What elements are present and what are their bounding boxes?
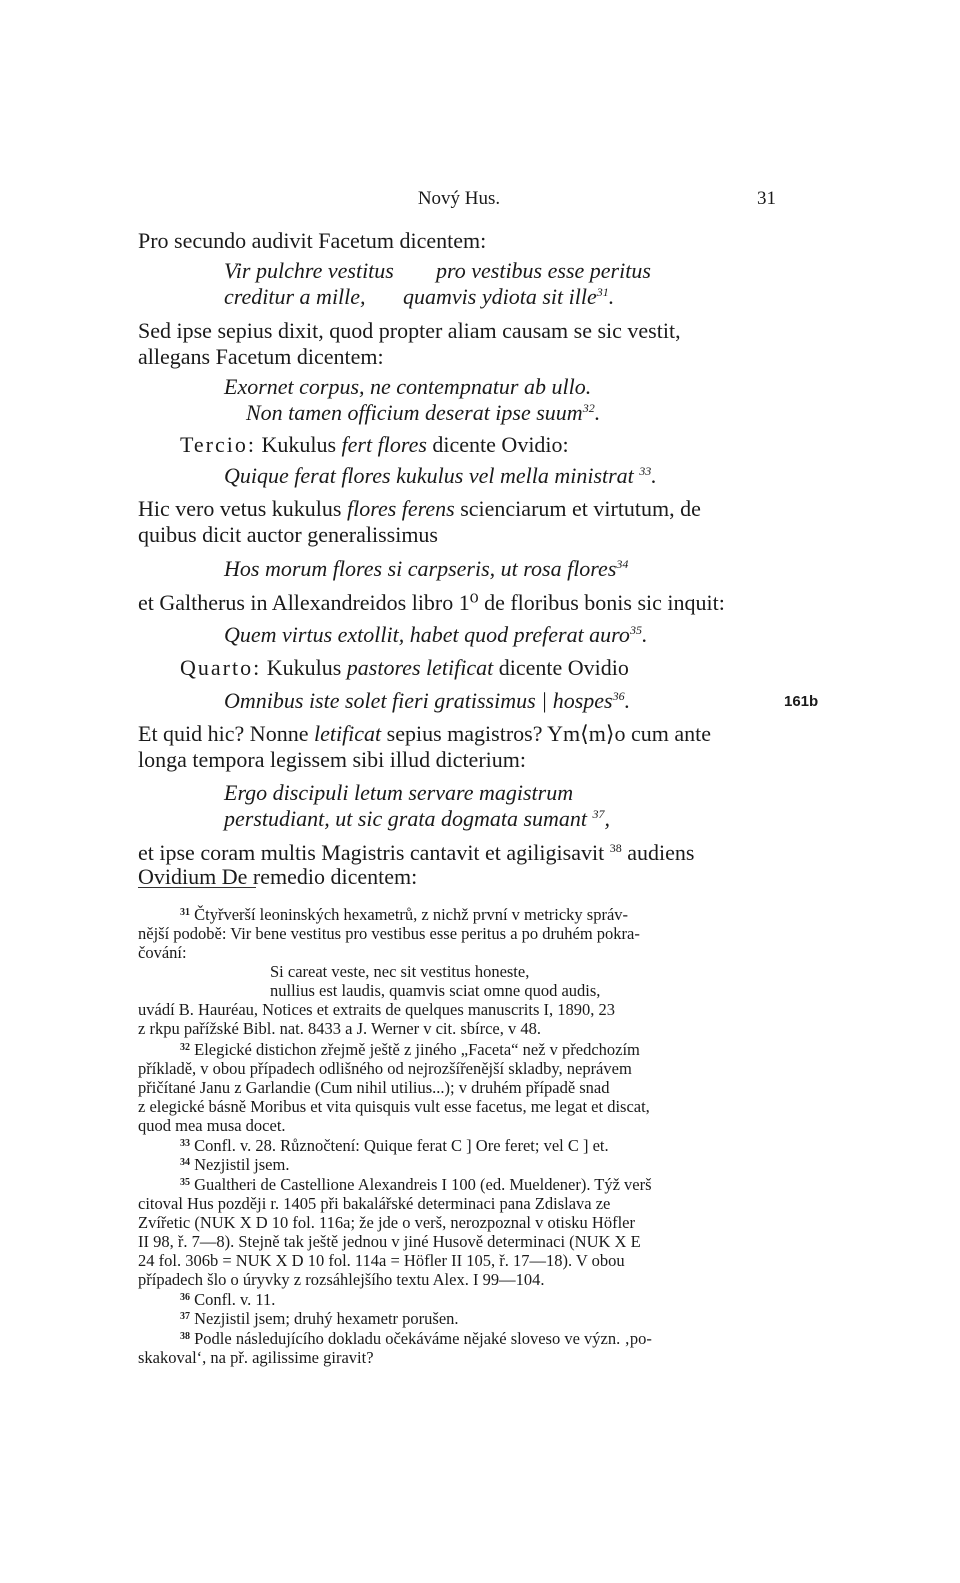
footnote-number: 31 bbox=[180, 907, 190, 918]
page-header bbox=[138, 188, 780, 214]
section-label: Quarto: bbox=[180, 655, 262, 680]
footnote-ref: 34 bbox=[616, 557, 629, 571]
verse-line: Vir pulchre vestitus bbox=[224, 258, 394, 283]
footnote-line: uvádí B. Hauréau, Notices et extraits de quelques manuscrits I, 1890, 23 bbox=[138, 1000, 616, 1019]
footnote-line: $^{37}$ Nezjistil jsem; druhý hexametr porušen. bbox=[180, 1309, 459, 1328]
verse-line: quamvis ydiota sit ille$^{31}$. bbox=[403, 284, 615, 309]
verse-line: Ergo discipuli letum servare magistrum bbox=[224, 780, 574, 805]
verse-line: Non tamen officium deserat ipse suum$^{32}$. bbox=[246, 400, 601, 425]
footnote-quote-line: Si careat veste, nec sit vestitus honeste, bbox=[270, 962, 530, 981]
footnote-quote-line: nullius est laudis, quamvis sciat omne quod audis, bbox=[270, 981, 601, 1000]
body-line: Quarto: Kukulus pastores letificat dicente Ovidio bbox=[180, 655, 629, 680]
body-line: allegans Facetum dicentem: bbox=[138, 344, 384, 369]
body-line: et ipse coram multis Magistris cantavit et agiligisavit $^{38}$ audiens bbox=[138, 840, 695, 865]
footnote-line: citoval Hus později r. 1405 při bakalářské determinaci pana Zdislava ze bbox=[138, 1194, 611, 1213]
footnote-number: 36 bbox=[180, 1292, 190, 1303]
footnote-line: $^{31}$ Čtyřverší leoninských hexametrů, z nichž první v metricky správ- bbox=[180, 905, 629, 924]
footnote-number: 33 bbox=[180, 1138, 190, 1149]
footnote-line: příkladě, v obou případech odlišného od nejrozšířenější skladby, neprávem bbox=[138, 1059, 632, 1078]
footnote-line: $^{33}$ Confl. v. 28. Různočtení: Quique ferat C ] Ore feret; vel C ] et. bbox=[180, 1136, 609, 1155]
footnote-number: 35 bbox=[180, 1177, 190, 1188]
footnote-line: $^{32}$ Elegické distichon zřejmě ještě z jiného „Faceta“ než v předchozím bbox=[180, 1040, 640, 1059]
footnote-number: 37 bbox=[180, 1311, 190, 1322]
body-line: quibus dicit auctor generalissimus bbox=[138, 522, 438, 547]
footnote-number: 32 bbox=[180, 1042, 190, 1053]
verse-line: Quem virtus extollit, habet quod preferat auro$^{35}$. bbox=[224, 622, 648, 647]
footnote-number: 34 bbox=[180, 1157, 190, 1168]
footnote-line: z rkpu pařížské Bibl. nat. 8433 a J. Werner v cit. sbírce, v 48. bbox=[138, 1019, 541, 1038]
footnote-line: případech šlo o úryvky z rozsáhlejšího textu Alex. I 99—104. bbox=[138, 1270, 545, 1289]
footnote-line: $^{36}$ Confl. v. 11. bbox=[180, 1290, 276, 1309]
footnote-ref: 36 bbox=[612, 689, 625, 703]
margin-folio-note: 161b bbox=[784, 693, 819, 710]
footnote-ref: 38 bbox=[609, 841, 622, 855]
footnote-ref: 32 bbox=[582, 401, 595, 415]
verse-line: perstudiant, ut sic grata dogmata sumant $^{37}$, bbox=[224, 806, 611, 831]
running-head: Nový Hus. bbox=[417, 188, 501, 209]
footnote-line: 24 fol. 306b = NUK X D 10 fol. 114a = Höfler II 105, ř. 17—18). V obou bbox=[138, 1251, 625, 1270]
footnote-line: nější podobě: Vir bene vestitus pro vestibus esse peritus a po druhém pokra- bbox=[138, 924, 640, 943]
verse-line: Omnibus iste solet fieri gratissimus | hospes$^{36}$. bbox=[224, 688, 631, 713]
body-line: Ovidium De remedio dicentem: bbox=[138, 864, 418, 889]
body-line: et Galtherus in Allexandreidos libro 1⁰ de floribus bonis sic inquit: bbox=[138, 590, 725, 615]
section-label: Tercio: bbox=[180, 432, 256, 457]
footnote-line: čování: bbox=[138, 943, 187, 962]
footnote-line: II 98, ř. 7—8). Stejně tak ještě jednou v jiné Husově determinaci (NUK X E bbox=[138, 1232, 641, 1251]
body-line: Pro secundo audivit Facetum dicentem: bbox=[138, 228, 487, 253]
body-line: longa tempora legissem sibi illud dicterium: bbox=[138, 747, 526, 772]
body-line: Tercio: Kukulus fert flores dicente Ovidio: bbox=[180, 432, 569, 457]
footnote-line: skakoval‘, na př. agilissime giravit? bbox=[138, 1348, 374, 1367]
footnote-line: přičítané Janu z Garlandie (Cum nihil utilius...); v druhém případě snad bbox=[138, 1078, 610, 1097]
page-number: 31 bbox=[757, 188, 776, 209]
footnote-line: $^{35}$ Gualtheri de Castellione Alexandreis I 100 (ed. Mueldener). Týž verš bbox=[180, 1175, 652, 1194]
footnote-ref: 31 bbox=[596, 285, 609, 299]
verse-line: creditur a mille, bbox=[224, 284, 366, 309]
footnote-line: Zvířetic (NUK X D 10 fol. 116a; že jde o verš, nerozpoznal v otisku Höfler bbox=[138, 1213, 635, 1232]
footnote-number: 38 bbox=[180, 1331, 190, 1342]
footnote-line: quod mea musa docet. bbox=[138, 1116, 286, 1135]
body-line: Hic vero vetus kukulus flores ferens scienciarum et virtutum, de bbox=[138, 496, 701, 521]
body-line: Sed ipse sepius dixit, quod propter aliam causam se sic vestit, bbox=[138, 318, 681, 343]
footnote-ref: 35 bbox=[629, 623, 642, 637]
footnote-line: $^{38}$ Podle následujícího dokladu očekáváme nějaké sloveso ve význ. ‚po- bbox=[180, 1329, 652, 1348]
verse-line: Exornet corpus, ne contempnatur ab ullo. bbox=[224, 374, 592, 399]
verse-line: Quique ferat flores kukulus vel mella ministrat $^{33}$. bbox=[224, 463, 657, 488]
verse-line: pro vestibus esse peritus bbox=[436, 258, 651, 283]
footnote-line: z elegické básně Moribus et vita quisquis vult esse facetus, me legat et discat, bbox=[138, 1097, 650, 1116]
footnote-ref: 33 bbox=[639, 464, 652, 478]
footnote-line: $^{34}$ Nezjistil jsem. bbox=[180, 1155, 290, 1174]
footnote-divider bbox=[138, 887, 256, 888]
verse-line: Hos morum flores si carpseris, ut rosa flores$^{34}$ bbox=[224, 556, 629, 581]
body-line: Et quid hic? Nonne letificat sepius magistros? Ym⟨m⟩o cum ante bbox=[138, 721, 711, 746]
footnote-ref: 37 bbox=[592, 807, 605, 821]
